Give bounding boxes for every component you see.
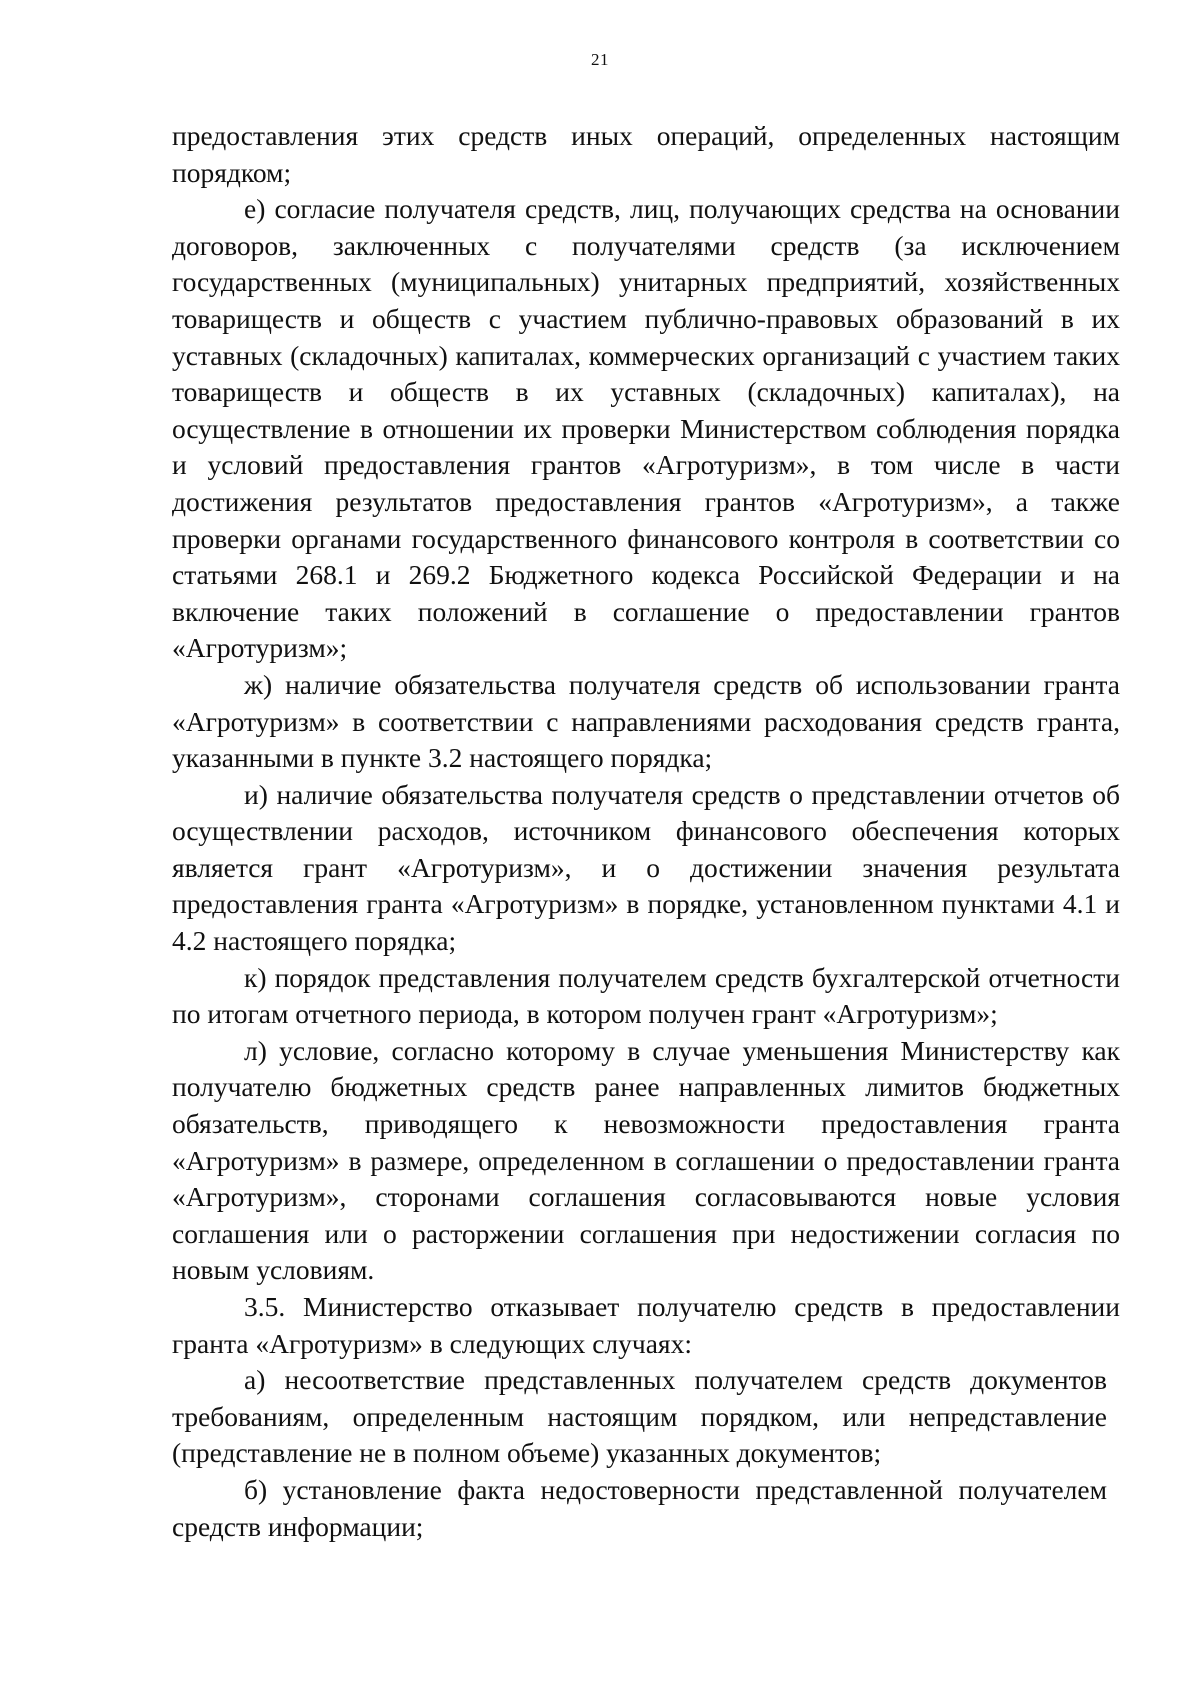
paragraph-item-l: л) условие, согласно которому в случае уменьшения Министерству как получателю бюджетных средств ранее направленных лимитов бюджетных обязательств, приводящего к невозможности предоставления гранта «Агротуризм» в размере, определенном в соглашении о предоставлении гранта «Агротуризм», сторонами соглашения согласовываются новые условия соглашения или о расторжении соглашения при недостижении согласия по новым условиям. — [172, 1034, 1120, 1286]
paragraph-item-zh: ж) наличие обязательства получателя средств об использовании гранта «Агротуризм» в соответствии с направлениями расходования средств гранта, указанными в пункте 3.2 настоящего порядка; — [172, 668, 1120, 774]
document-body — [172, 118, 1120, 1545]
page-number: 21 — [591, 50, 609, 69]
paragraph-section-3-5: 3.5. Министерство отказывает получателю средств в предоставлении гранта «Агротуризм» в следующих случаях: — [172, 1291, 1120, 1359]
paragraph-item-k: к) порядок представления получателем средств бухгалтерской отчетности по итогам отчетного периода, в котором получен грант «Агротуризм»; — [172, 961, 1120, 1030]
paragraph-continuation: предоставления этих средств иных операций, определенных настоящим порядком; — [172, 120, 1120, 188]
paragraph-item-e: е) согласие получателя средств, лиц, получающих средства на основании договоров, заключенных с получателями средств (за исключением государственных (муниципальных) унитарных предприятий, хозяйственных товариществ и обществ с участием публично-правовых образований в их уставных (складочных) капиталах, коммерческих организаций с участием таких товариществ и обществ в их уставных (складочных) капиталах), на осуществление в отношении их проверки Министерством соблюдения порядка и условий предоставления грантов «Агротуризм», в том числе в части достижения результатов предоставления грантов «Агротуризм», а также проверки органами государственного финансового контроля в соответствии со статьями 268.1 и 269.2 Бюджетного кодекса Российской Федерации и на включение таких положений в соглашение о предоставлении грантов «Агротуризм»; — [172, 193, 1120, 664]
paragraph-item-i: и) наличие обязательства получателя средств о представлении отчетов об осуществлении расходов, источником финансового обеспечения которых является грант «Агротуризм», и о достижении значения результата предоставления гранта «Агротуризм» в порядке, установленном пунктами 4.1 и 4.2 настоящего порядка; — [172, 778, 1120, 957]
paragraph-item-b: б) установление факта недостоверности представленной получателем средств информации; — [172, 1473, 1107, 1542]
paragraph-item-a: а) несоответствие представленных получателем средств документов требованиям, определенным настоящим порядком, или непредставление (представление не в полном объеме) указанных документов; — [172, 1364, 1107, 1469]
